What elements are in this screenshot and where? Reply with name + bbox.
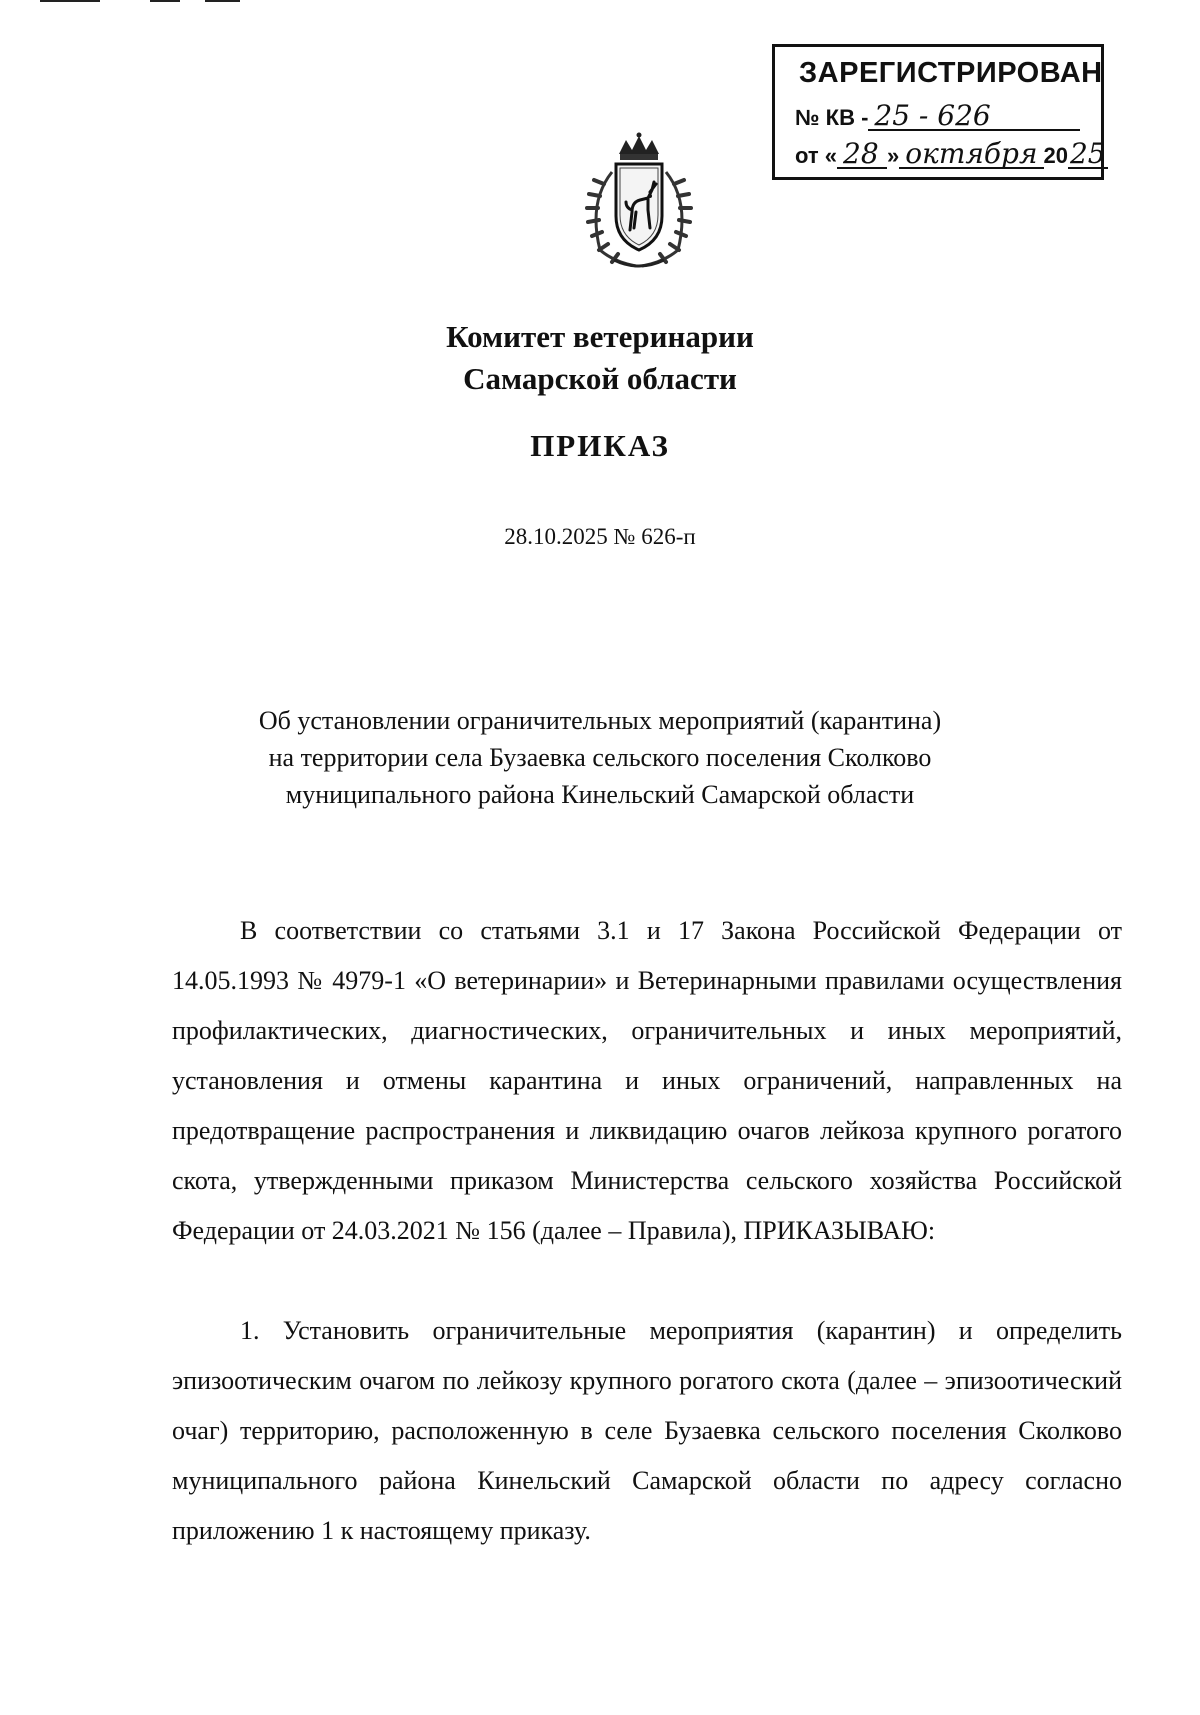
preamble-paragraph: В соответствии со статьями 3.1 и 17 Закона Российской Федерации от 14.05.1993 № 4979-1 «О ветеринарии» и Ветеринарными правилами осуществления профилактических, диагностических, ограничительных и иных мероприятий, установления и отмены карантина и иных ограничений, направленных на предотвращение распространения и ликвидацию очагов лейкоза крупного рогатого скота, утвержденными приказом Министерства сельского хозяйства Российской Федерации от 24.03.2021 № 156 (далее – Правила), ПРИКАЗЫВАЮ: xyxy=(172,916,1122,1245)
document-subject xyxy=(0,702,1200,813)
stamp-date-prefix: от « xyxy=(795,143,838,168)
scan-edge-mark xyxy=(40,0,100,2)
organization-name xyxy=(0,316,1200,400)
registration-stamp xyxy=(772,44,1104,180)
subject-line2: на территории села Бузаевка сельского поселения Сколково xyxy=(268,743,932,772)
subject-line1: Об установлении ограничительных мероприятий (карантина) xyxy=(258,706,942,735)
stamp-date-month-handwritten: октября xyxy=(899,141,1043,169)
order-item-1: 1. Установить ограничительные мероприятия (карантин) и определить эпизоотическим очагом по лейкозу крупного рогатого скота (далее – эпизоотический очаг) территорию, расположенную в селе Бузаевка сельского поселения Сколково муниципального района Кинельский Самарской области по адресу согласно приложению 1 к настоящему приказу. xyxy=(172,1316,1122,1545)
stamp-year-prefix: 20 xyxy=(1043,143,1068,168)
stamp-title: ЗАРЕГИСТРИРОВАН xyxy=(799,57,1103,89)
scan-edge-mark xyxy=(150,0,180,2)
stamp-number-label: № КВ - xyxy=(795,105,869,130)
stamp-number-line xyxy=(795,99,1080,132)
samara-coat-of-arms-icon xyxy=(574,132,704,272)
document-type: ПРИКАЗ xyxy=(530,428,670,463)
subject-line3: муниципального района Кинельский Самарской области xyxy=(285,780,915,809)
stamp-date-mid: » xyxy=(887,143,900,168)
stamp-number-handwritten: 25 - 626 xyxy=(868,103,1080,131)
organization-name-line1: Комитет ветеринарии xyxy=(446,319,754,354)
organization-name-line2: Самарской области xyxy=(463,361,737,396)
scan-edge-mark xyxy=(205,0,240,2)
document-date-number: 28.10.2025 № 626-п xyxy=(504,524,696,549)
stamp-date-day-handwritten: 28 xyxy=(837,141,887,169)
stamp-year-handwritten: 25 xyxy=(1069,137,1106,170)
stamp-date-line xyxy=(795,137,1108,170)
